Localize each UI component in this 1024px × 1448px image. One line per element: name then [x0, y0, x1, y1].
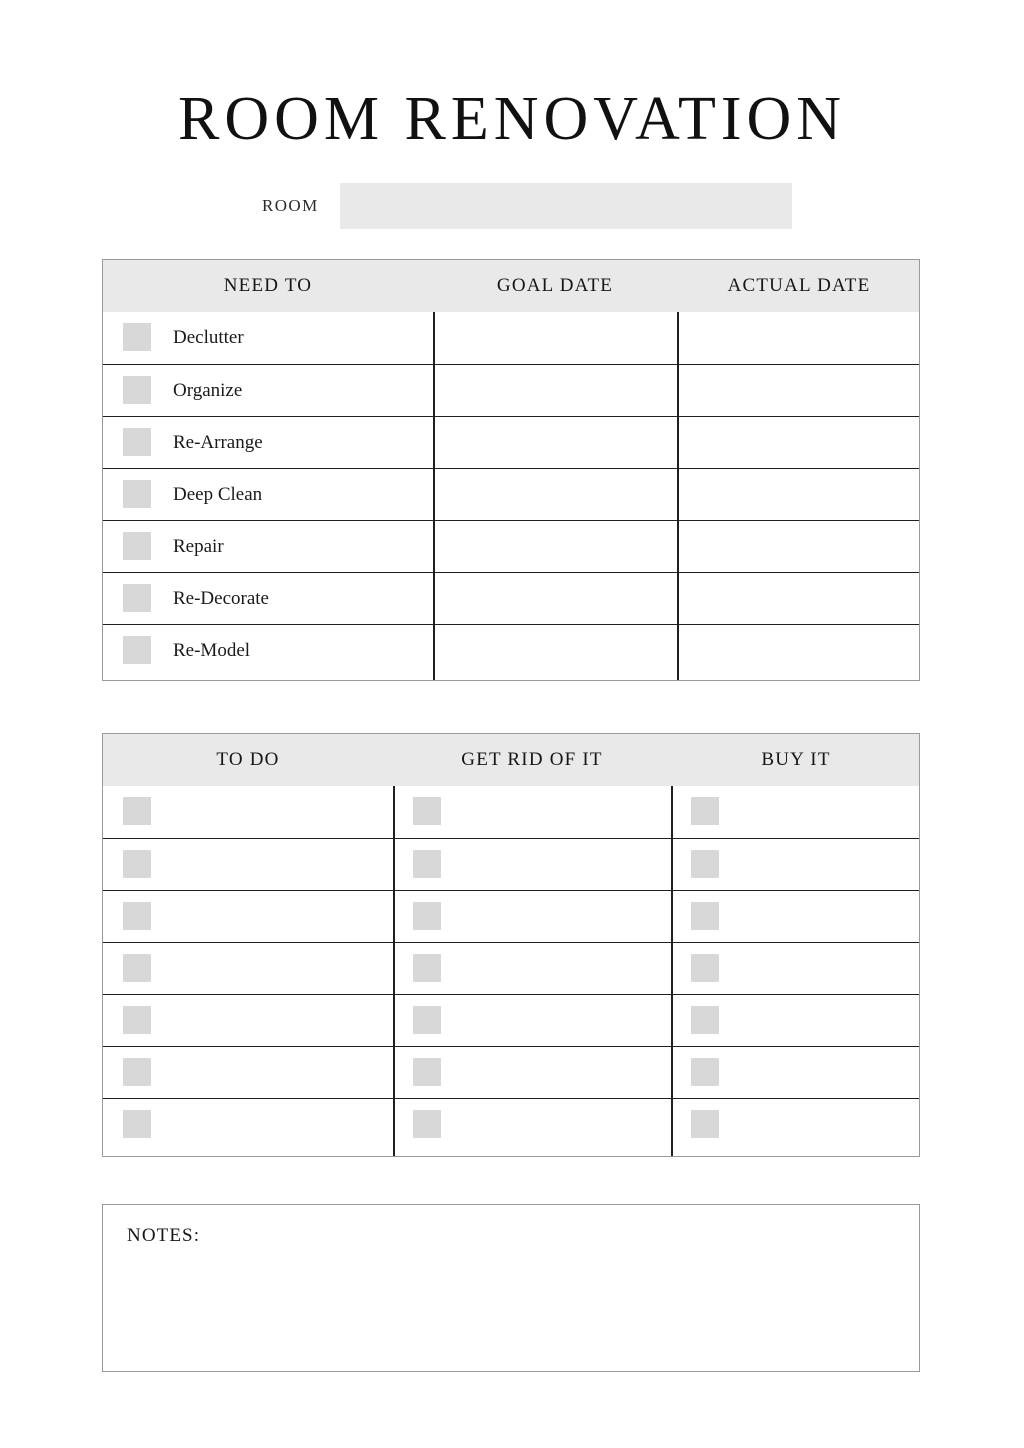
table-row: [103, 1098, 919, 1156]
column-divider: [671, 1099, 673, 1156]
need-to-table-body: [103, 312, 919, 680]
to-do-checkbox[interactable]: [123, 1058, 151, 1086]
need-to-table: [102, 259, 920, 681]
to-do-checkbox[interactable]: [123, 797, 151, 825]
actual-date-input[interactable]: [679, 469, 919, 521]
get-rid-of-it-checkbox[interactable]: [413, 1006, 441, 1034]
column-divider: [671, 943, 673, 994]
buy-it-checkbox[interactable]: [691, 1110, 719, 1138]
buy-it-checkbox[interactable]: [691, 850, 719, 878]
column-divider: [393, 891, 395, 942]
table-row: [103, 1046, 919, 1098]
get-rid-of-it-input[interactable]: [449, 995, 665, 1047]
goal-date-input[interactable]: [435, 312, 675, 364]
goal-date-input[interactable]: [435, 469, 675, 521]
column-header-need-to: NEED TO: [223, 275, 313, 296]
to-do-input[interactable]: [159, 943, 387, 995]
task-checkbox[interactable]: [123, 532, 151, 560]
table-row: [103, 942, 919, 994]
actual-date-input[interactable]: [679, 365, 919, 417]
to-do-input[interactable]: [159, 891, 387, 943]
get-rid-of-it-checkbox[interactable]: [413, 1110, 441, 1138]
notes-section: [102, 1204, 920, 1372]
task-label: Repair: [173, 536, 224, 557]
task-checkbox[interactable]: [123, 480, 151, 508]
to-do-input[interactable]: [159, 1099, 387, 1157]
notes-textarea[interactable]: [123, 1257, 903, 1365]
buy-it-input[interactable]: [727, 1099, 917, 1157]
to-do-checkbox[interactable]: [123, 1006, 151, 1034]
table-row: [103, 572, 919, 624]
buy-it-checkbox[interactable]: [691, 902, 719, 930]
table-row: [103, 416, 919, 468]
table-row: [103, 364, 919, 416]
column-divider: [671, 786, 673, 838]
get-rid-of-it-checkbox[interactable]: [413, 902, 441, 930]
task-label: Declutter: [173, 327, 244, 348]
goal-date-input[interactable]: [435, 521, 675, 573]
buy-it-input[interactable]: [727, 891, 917, 943]
to-do-input[interactable]: [159, 995, 387, 1047]
room-label: ROOM: [262, 196, 319, 215]
lists-table-body: [103, 786, 919, 1156]
table-row: [103, 890, 919, 942]
to-do-checkbox[interactable]: [123, 954, 151, 982]
task-checkbox[interactable]: [123, 584, 151, 612]
get-rid-of-it-checkbox[interactable]: [413, 850, 441, 878]
actual-date-input[interactable]: [679, 521, 919, 573]
column-divider: [393, 1047, 395, 1098]
get-rid-of-it-input[interactable]: [449, 1047, 665, 1099]
task-checkbox[interactable]: [123, 636, 151, 664]
table-row: [103, 838, 919, 890]
table-row: [103, 468, 919, 520]
column-header-get-rid-of-it: GET RID OF IT: [461, 749, 603, 770]
task-checkbox[interactable]: [123, 428, 151, 456]
buy-it-checkbox[interactable]: [691, 1058, 719, 1086]
get-rid-of-it-checkbox[interactable]: [413, 797, 441, 825]
get-rid-of-it-input[interactable]: [449, 786, 665, 838]
buy-it-input[interactable]: [727, 943, 917, 995]
table-row: [103, 520, 919, 572]
column-header-to-do: TO DO: [216, 749, 280, 770]
task-label: Deep Clean: [173, 484, 263, 505]
task-label: Organize: [173, 380, 243, 401]
get-rid-of-it-input[interactable]: [449, 1099, 665, 1157]
page-title: ROOM RENOVATION: [177, 85, 847, 153]
actual-date-input[interactable]: [679, 573, 919, 625]
column-header-actual-date: ACTUAL DATE: [727, 275, 871, 296]
column-divider: [393, 786, 395, 838]
buy-it-input[interactable]: [727, 1047, 917, 1099]
buy-it-input[interactable]: [727, 839, 917, 891]
to-do-input[interactable]: [159, 786, 387, 838]
to-do-checkbox[interactable]: [123, 1110, 151, 1138]
to-do-checkbox[interactable]: [123, 902, 151, 930]
get-rid-of-it-input[interactable]: [449, 943, 665, 995]
table-row: [103, 994, 919, 1046]
column-divider: [393, 1099, 395, 1156]
task-label: Re-Decorate: [173, 588, 269, 609]
goal-date-input[interactable]: [435, 417, 675, 469]
task-checkbox[interactable]: [123, 323, 151, 351]
buy-it-input[interactable]: [727, 995, 917, 1047]
need-to-table-header-row: [103, 260, 919, 312]
to-do-input[interactable]: [159, 839, 387, 891]
buy-it-checkbox[interactable]: [691, 797, 719, 825]
column-divider: [671, 1047, 673, 1098]
goal-date-input[interactable]: [435, 625, 675, 681]
buy-it-checkbox[interactable]: [691, 954, 719, 982]
to-do-checkbox[interactable]: [123, 850, 151, 878]
lists-table-header-row: [103, 734, 919, 786]
room-field-row: [102, 183, 920, 229]
notes-label: NOTES:: [127, 1225, 201, 1246]
get-rid-of-it-input[interactable]: [449, 891, 665, 943]
lists-table: [102, 733, 920, 1157]
column-divider: [393, 995, 395, 1046]
actual-date-input[interactable]: [679, 625, 919, 681]
actual-date-input[interactable]: [679, 312, 919, 364]
task-checkbox[interactable]: [123, 376, 151, 404]
column-divider: [671, 839, 673, 890]
table-row: [103, 786, 919, 838]
room-input[interactable]: [340, 183, 792, 229]
column-divider: [393, 943, 395, 994]
get-rid-of-it-checkbox[interactable]: [413, 1058, 441, 1086]
column-header-goal-date: GOAL DATE: [496, 275, 614, 296]
actual-date-input[interactable]: [679, 417, 919, 469]
column-divider: [393, 839, 395, 890]
column-header-buy-it: BUY IT: [761, 749, 831, 770]
goal-date-input[interactable]: [435, 365, 675, 417]
get-rid-of-it-input[interactable]: [449, 839, 665, 891]
column-divider: [671, 995, 673, 1046]
table-row: [103, 312, 919, 364]
task-label: Re-Model: [173, 640, 251, 661]
table-row: [103, 624, 919, 680]
task-label: Re-Arrange: [173, 432, 263, 453]
to-do-input[interactable]: [159, 1047, 387, 1099]
buy-it-checkbox[interactable]: [691, 1006, 719, 1034]
buy-it-input[interactable]: [727, 786, 917, 838]
get-rid-of-it-checkbox[interactable]: [413, 954, 441, 982]
goal-date-input[interactable]: [435, 573, 675, 625]
column-divider: [671, 891, 673, 942]
